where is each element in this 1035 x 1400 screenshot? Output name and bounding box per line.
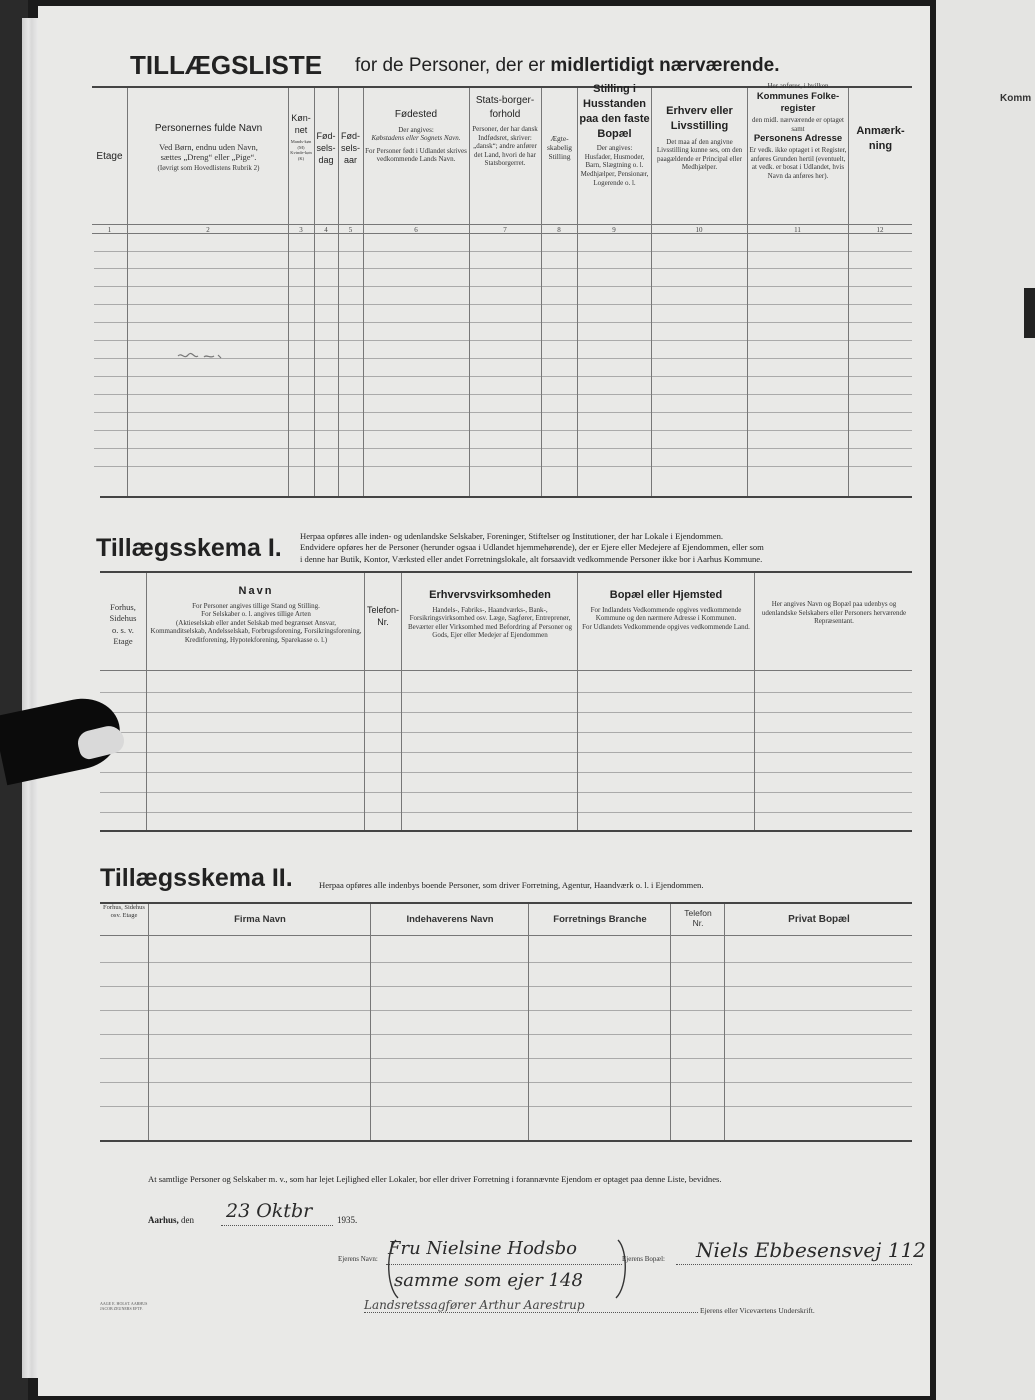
skema-1-intro-line: Endvidere opføres her de Personer (herunder ogsaa i Udlandet hjemmehørende), der er Ejere eller Medejere af Ejendommen, eller som bbox=[300, 542, 764, 553]
col-header-label: Telefon-Nr. bbox=[366, 605, 400, 628]
owner-address-line bbox=[676, 1264, 912, 1265]
col-sep bbox=[724, 904, 725, 1140]
owner-address-handwritten: Niels Ebbesensvej 112 bbox=[696, 1238, 926, 1262]
table-row bbox=[94, 412, 912, 413]
skema-1-col-navn bbox=[150, 584, 362, 645]
col-header-note: Personer, der har dansk Indfødsret, skriver: „dansk“; andre anfører det Land, hvori de har Statsborgerret. bbox=[472, 125, 538, 168]
col-header-anm bbox=[849, 124, 912, 154]
form-page bbox=[38, 6, 930, 1396]
table-row bbox=[94, 466, 912, 467]
facing-page-mark bbox=[1024, 288, 1035, 338]
col-header-label: Fød-sels-dag bbox=[316, 131, 336, 166]
col-number: 2 bbox=[206, 226, 210, 234]
signature-label: Ejerens eller Viceværtens Underskrift. bbox=[700, 1306, 815, 1315]
col-header-note: For Selskaber o. l. angives tillige Arten bbox=[201, 610, 311, 619]
col-header-note: Forhus, bbox=[110, 602, 136, 612]
table-row bbox=[100, 1058, 912, 1059]
skema-2-col-telefon: Telefon Nr. bbox=[684, 908, 712, 929]
skema-2-bottom-border bbox=[100, 1140, 912, 1142]
skema-2-col-bopael: Privat Bopæl bbox=[788, 914, 850, 925]
col-sep bbox=[754, 573, 755, 830]
place-name: Aarhus, bbox=[148, 1215, 179, 1225]
col-sep bbox=[370, 904, 371, 1140]
col-header-note: Det maa af den angivne Livsstilling kunne ses, om den paagældende er Principal eller Medhjælper. bbox=[656, 137, 743, 172]
col-header-dag bbox=[314, 130, 338, 166]
table-row bbox=[100, 772, 912, 773]
col-header-label: Navn bbox=[238, 585, 274, 597]
table-row bbox=[100, 1034, 912, 1035]
owner-name-label: Ejerens Navn: bbox=[338, 1255, 378, 1263]
table-row bbox=[100, 792, 912, 793]
col-number: 4 bbox=[324, 226, 328, 234]
table-row bbox=[100, 1082, 912, 1083]
form-subtitle-text: for de Personer, der er bbox=[355, 55, 546, 76]
col-sep bbox=[146, 573, 147, 830]
skema-2-col-forhus: Forhus, Sidehus osv. Etage bbox=[103, 904, 145, 919]
owner-address-label: Ejerens Bopæl: bbox=[622, 1255, 665, 1263]
col-number: 6 bbox=[414, 226, 418, 234]
col-header-note: Mands-køn (M) bbox=[290, 139, 312, 150]
table1-header-bottom bbox=[92, 224, 912, 225]
owner-name-handwritten-2: samme som ejer 148 bbox=[394, 1270, 583, 1291]
skema-1-intro-line: i denne har Butik, Kontor, Værksted eller andet Forretningslokale, alt forsaavidt vedkommende Personer ikke bor i Aarhus Kommune. bbox=[300, 553, 763, 564]
col-header-aegte bbox=[542, 134, 577, 161]
form-subtitle-emphasis: midlertidigt nærværende. bbox=[550, 55, 780, 76]
col-header-note: den midl. nærværende er optaget samt bbox=[752, 116, 844, 133]
col-header-label: Fød-sels-aar bbox=[340, 131, 360, 166]
col-header-note: Der angives: bbox=[596, 144, 633, 153]
skema-2-col-branche: Forretnings Branche bbox=[553, 914, 647, 925]
col-sep bbox=[148, 904, 149, 1140]
table-row bbox=[100, 712, 912, 713]
col-number: 10 bbox=[695, 226, 703, 234]
skema-2-top-border bbox=[100, 902, 912, 904]
col-header-label: Personens Adresse bbox=[753, 133, 843, 145]
stacked-page-edges bbox=[22, 18, 38, 1378]
col-header-label: Ægte-skabelig Stilling bbox=[547, 134, 572, 162]
table-row bbox=[100, 732, 912, 733]
col-header-navn bbox=[129, 122, 288, 173]
date-handwritten: 23 Oktbr bbox=[226, 1200, 313, 1222]
col-header-note: Kvinde-køn (K) bbox=[290, 150, 312, 161]
col-number: 9 bbox=[612, 226, 616, 234]
col-header-stats bbox=[470, 94, 540, 168]
skema-2-header-bottom bbox=[100, 935, 912, 936]
skema-2-intro: Herpaa opføres alle indenbys boende Personer, som driver Forretning, Agentur, Haandværk o. l. i Ejendommen. bbox=[319, 880, 704, 890]
skema-1-col-repr bbox=[760, 600, 908, 626]
col-header-etage bbox=[92, 150, 127, 164]
col-header-note: Ved Børn, endnu uden Navn, bbox=[159, 141, 258, 152]
col-header-note: Her anføres, i hvilken bbox=[767, 82, 829, 90]
year-label: 1935. bbox=[337, 1215, 358, 1225]
col-header-label: Anmærk-ning bbox=[856, 125, 905, 152]
col-header-note: o. s. v. bbox=[112, 624, 134, 635]
facing-page-heading: Komm bbox=[1000, 93, 1032, 104]
col-header-aar bbox=[338, 130, 363, 166]
table-row bbox=[100, 812, 912, 813]
col-number: 1 bbox=[107, 226, 112, 234]
col-sep bbox=[127, 88, 128, 496]
table-row bbox=[94, 304, 912, 305]
col-sep bbox=[577, 573, 578, 830]
col-header-note: Etage bbox=[113, 636, 133, 647]
table-row bbox=[94, 394, 912, 395]
table-row bbox=[100, 1010, 912, 1011]
table-row bbox=[94, 448, 912, 449]
col-header-fodested bbox=[364, 108, 468, 164]
col-header-note: For Indlandets Vedkommende opgives vedkommende Kommune og den nærmere Adresse i Kommunen. bbox=[590, 605, 742, 623]
table-row bbox=[100, 986, 912, 987]
skema-1-col-erhverv bbox=[404, 588, 576, 640]
form-title: TILLÆGSLISTE bbox=[130, 50, 323, 80]
col-header-label: Personernes fulde Navn bbox=[154, 123, 263, 134]
table-row bbox=[94, 430, 912, 431]
table-row bbox=[100, 692, 912, 693]
ink-smudge bbox=[176, 350, 224, 362]
col-header-erhverv bbox=[652, 104, 747, 172]
col-header-label: Stilling i Husstanden paa den faste Bopæl bbox=[579, 83, 650, 140]
table-row bbox=[94, 286, 912, 287]
col-number: 7 bbox=[503, 226, 507, 234]
col-header-label: Etage bbox=[96, 151, 123, 162]
col-header-label: Erhverv eller Livsstilling bbox=[666, 105, 733, 132]
col-sep bbox=[670, 904, 671, 1140]
den-label: den bbox=[181, 1215, 195, 1225]
skema-1-col-forhus bbox=[100, 602, 146, 648]
skema-1-intro bbox=[300, 531, 764, 565]
skema-1-top-border bbox=[100, 571, 912, 573]
col-number: 12 bbox=[876, 226, 884, 234]
table-row bbox=[100, 1106, 912, 1107]
col-header-note: Købstadens eller Sognets Navn. bbox=[371, 134, 461, 143]
facing-page bbox=[936, 0, 1035, 1400]
owner-name-handwritten: Fru Nielsine Hodsbo bbox=[388, 1238, 577, 1259]
col-header-note: Kommunes Folke-register bbox=[756, 90, 840, 115]
signature-line bbox=[364, 1312, 698, 1313]
col-header-note: Her angives Navn og Bopæl paa udenbys og udenlandske Selskabers eller Personers herværende Repræsentant. bbox=[761, 600, 907, 626]
skema-2-col-firma: Firma Navn bbox=[234, 914, 286, 925]
table-row bbox=[94, 340, 912, 341]
col-sep bbox=[401, 573, 402, 830]
place-label bbox=[148, 1215, 194, 1225]
skema-1-header-bottom bbox=[100, 670, 912, 671]
col-header-note: sættes „Dreng“ eller „Pige“. bbox=[160, 151, 257, 162]
col-header-stilling bbox=[578, 82, 651, 187]
signature-handwritten: Landsretssagfører Arthur Aarestrup bbox=[364, 1298, 585, 1312]
col-header-koen bbox=[288, 92, 314, 161]
printer-imprint: AAGE E. HOLST. AARHUS JACOB ZEUNERS EFTF. bbox=[100, 1301, 148, 1311]
col-header-note: (Aktieselskab eller andet Selskab med begrænset Ansvar, Kommanditselskab, Andelsselskab, Forbrugsforening, Forsikringsforening, Kreditforening, Hypotekforening, Sparekasse o. l.) bbox=[150, 618, 362, 644]
table-row bbox=[94, 268, 912, 269]
col-number: 3 bbox=[299, 226, 303, 234]
col-header-note: Husfader, Husmoder, Barn, Slægtning o. l. Medhjælper, Pensionær, Logerende o. l. bbox=[580, 152, 649, 187]
col-header-note: Der angives: bbox=[398, 125, 434, 134]
col-header-note: Er vedk. ikke optaget i et Register, anføres Grunden hertil (eventuelt, at vedk. er bosat i Udlandet, hvis Navn da anføres her). bbox=[749, 146, 847, 180]
table-row bbox=[100, 752, 912, 753]
skema-2-col-indehaver: Indehaverens Navn bbox=[406, 914, 494, 925]
col-header-note: Sidehus bbox=[109, 613, 137, 624]
col-number: 8 bbox=[557, 226, 561, 234]
col-number: 11 bbox=[794, 226, 801, 234]
skema-1-col-bopael bbox=[580, 588, 752, 631]
table1-bottom-border bbox=[100, 496, 912, 498]
table-row bbox=[94, 322, 912, 323]
skema-1-col-telefon bbox=[365, 604, 401, 628]
date-line bbox=[221, 1225, 333, 1226]
col-number: 5 bbox=[348, 226, 353, 234]
col-header-note: For Udlandets Vedkommende opgives vedkommende Land. bbox=[582, 622, 750, 631]
skema-1-bottom-border bbox=[100, 830, 912, 832]
declaration-text: At samtlige Personer og Selskaber m. v., som har lejet Lejlighed eller Lokaler, bor eller driver Forretning i forannævnte Ejendom er optaget paa denne Liste, bevidnes. bbox=[148, 1174, 722, 1184]
col-header-label: Køn-net bbox=[291, 113, 311, 136]
col-header-note: (Iøvrigt som Hovedlistens Rubrik 2) bbox=[157, 164, 260, 173]
table-row bbox=[100, 962, 912, 963]
skema-2-title: Tillægsskema II. bbox=[100, 864, 293, 892]
col-header-label: Fødested bbox=[394, 109, 438, 120]
col-header-label: Stats-borger-forhold bbox=[475, 95, 535, 120]
table-row bbox=[94, 376, 912, 377]
table-row bbox=[94, 251, 912, 252]
col-header-adresse bbox=[748, 82, 848, 180]
col-header-label: Bopæl eller Hjemsted bbox=[609, 589, 723, 601]
col-sep bbox=[528, 904, 529, 1140]
skema-1-title: Tillægsskema I. bbox=[96, 534, 282, 562]
form-subtitle bbox=[355, 55, 780, 77]
col-header-note: Handels-, Fabriks-, Haandværks-, Bank-, Forsikringsvirksomhed osv. Læge, Sagfører, Entreprenør, Beværter eller Virksomhed med Befordring af Personer og Gods, Ejer eller Medejer af Ejendommen bbox=[407, 605, 573, 640]
col-header-note: For Personer født i Udlandet skrives vedkommende Lands Navn. bbox=[365, 146, 467, 164]
col-header-note: For Personer angives tillige Stand og Stilling. bbox=[192, 601, 320, 610]
bracket-mark bbox=[382, 1236, 632, 1300]
skema-1-intro-line: Herpaa opføres alle inden- og udenlandske Selskaber, Foreninger, Stiftelser og Institutioner, der har Lokale i Ejendommen. bbox=[300, 531, 724, 541]
col-header-label: Erhvervsvirksomheden bbox=[429, 589, 551, 601]
